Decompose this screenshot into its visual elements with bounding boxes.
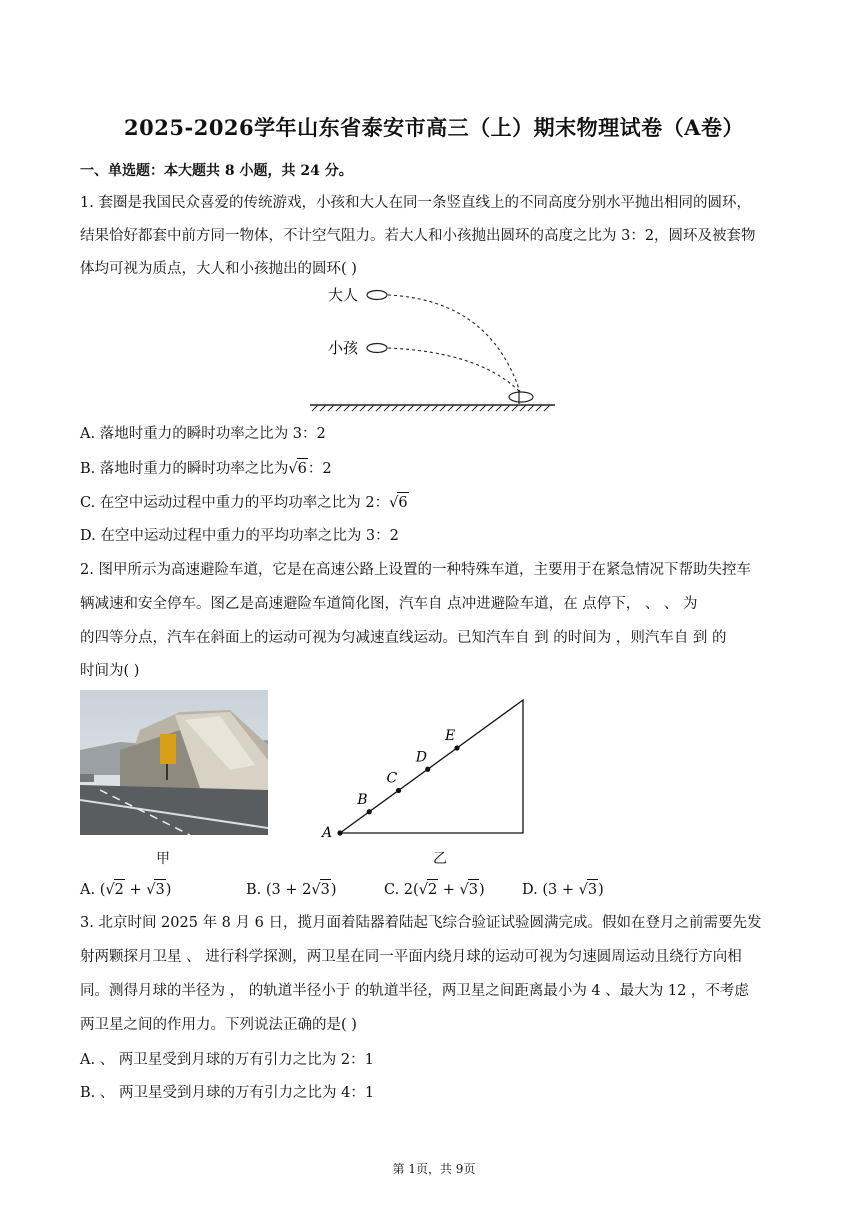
- incline-point-b: [367, 809, 372, 814]
- q2-option-a-tail: ): [165, 882, 172, 898]
- q2-line-1: 2. 图甲所示为高速避险车道，它是在高速公路上设置的一种特殊车道，主要用于在紧急情况下帮助失控车: [80, 562, 751, 578]
- q1-option-b-radicand: 6: [297, 458, 308, 479]
- q1-option-b[interactable]: [80, 458, 332, 479]
- q2-option-a-radicand-1: 2: [114, 879, 125, 900]
- q2-option-c-tail: ): [479, 882, 485, 898]
- sqrt-symbol: √: [311, 882, 321, 898]
- q1-option-b-text: B. 落地时重力的瞬时功率之比为: [80, 461, 289, 477]
- child-label: 小孩: [328, 339, 359, 357]
- q3-line-1: 3. 北京时间 2025 年 8 月 6 日，揽月面着陆器着陆起飞综合验证试验圆满完成。假如在登月之前需要先发: [80, 915, 762, 931]
- adult-trajectory: [388, 295, 520, 392]
- q2-line-4: 时间为( ): [80, 663, 140, 679]
- incline-point-label-b: B: [357, 791, 368, 808]
- incline-point-d: [425, 767, 430, 772]
- incline-point-c: [396, 788, 401, 793]
- q1-option-c-radicand: 6: [397, 492, 408, 513]
- q3-line-2: 射两颗探月卫星 、 进行科学探测，两卫星在同一平面内绕月球的运动可视为匀速圆周运动且绕行方向相: [80, 949, 742, 965]
- incline-point-label-d: D: [415, 749, 427, 766]
- child-ring: [367, 344, 387, 353]
- ground-hatching: [312, 405, 550, 411]
- sqrt-symbol: √: [459, 882, 469, 898]
- sqrt-symbol: √: [146, 882, 156, 898]
- q1-line-1: 1. 套圈是我国民众喜爱的传统游戏，小孩和大人在同一条竖直线上的不同高度分别水平抛出相同的圆环，: [80, 195, 751, 211]
- q2-line-3: 的四等分点，汽车在斜面上的运动可视为匀减速直线运动。已知汽车自 到 的时间为 ，则汽车自 到 的: [80, 630, 727, 646]
- q2-option-d[interactable]: [522, 879, 604, 900]
- q2-option-d-text: D. (3 +: [522, 882, 579, 898]
- adult-ring: [367, 291, 387, 300]
- q2-option-a-plus: +: [124, 882, 147, 898]
- section-heading: 一、单选题：本大题共 8 小题，共 24 分。: [80, 163, 353, 179]
- incline-point-e: [454, 745, 459, 750]
- q2-option-d-tail: ): [598, 882, 604, 898]
- sqrt-symbol: √: [288, 461, 298, 477]
- q3-line-4: 两卫星之间的作用力。下列说法正确的是( ): [80, 1017, 357, 1033]
- q2-option-b-radicand: 3: [320, 879, 331, 900]
- q1-option-d[interactable]: D. 在空中运动过程中重力的平均功率之比为 3：2: [80, 528, 399, 544]
- sqrt-symbol: √: [389, 495, 399, 511]
- child-trajectory: [388, 348, 520, 392]
- ring-toss-figure: [300, 280, 570, 415]
- q2-option-a-text: A. (: [80, 882, 106, 898]
- q2-option-b[interactable]: [246, 879, 337, 900]
- q3-option-b[interactable]: B. 、 两卫星受到月球的万有引力之比为 4：1: [80, 1085, 375, 1101]
- sqrt-symbol: √: [105, 882, 115, 898]
- q2-option-d-radicand: 3: [587, 879, 598, 900]
- incline-points: [320, 728, 460, 840]
- sqrt-symbol: √: [578, 882, 588, 898]
- q2-option-b-tail: ): [330, 882, 337, 898]
- target-ring: [509, 392, 533, 402]
- q1-option-c-text: C. 在空中运动过程中重力的平均功率之比为 2：: [80, 495, 390, 511]
- q3-line-3: 同。测得月球的半径为 ， 的轨道半径小于 的轨道半径，两卫星之间距离最小为 4 、最大为 12 ，不考虑: [80, 983, 749, 999]
- caption-left: 甲: [156, 851, 170, 867]
- q2-option-c-radicand-2: 3: [468, 879, 479, 900]
- incline-point-label-e: E: [445, 728, 456, 744]
- q2-option-c[interactable]: [384, 879, 485, 900]
- q3-option-a[interactable]: A. 、 两卫星受到月球的万有引力之比为 2：1: [80, 1052, 374, 1068]
- incline-point-a: [337, 830, 342, 835]
- q1-line-3: 体均可视为质点，大人和小孩抛出的圆环( ): [80, 261, 357, 277]
- incline-point-label-a: A: [322, 825, 333, 840]
- q1-option-b-tail: ：2: [307, 461, 332, 477]
- q1-option-c[interactable]: [80, 492, 409, 513]
- q2-option-a[interactable]: [80, 879, 171, 900]
- q2-option-b-text: B. (3 + 2: [246, 882, 312, 898]
- q1-option-a[interactable]: A. 落地时重力的瞬时功率之比为 3：2: [80, 426, 326, 442]
- q1-line-2: 结果恰好都套中前方同一物体，不计空气阻力。若大人和小孩抛出圆环的高度之比为 3：2，圆环及被套物: [80, 228, 756, 244]
- q2-option-c-plus: +: [438, 882, 460, 898]
- q2-option-c-radicand-1: 2: [427, 879, 438, 900]
- page-footer: 第 1页，共 9页: [392, 1162, 476, 1176]
- caption-right: 乙: [433, 851, 447, 867]
- adult-label: 大人: [328, 286, 359, 304]
- sqrt-symbol: √: [418, 882, 428, 898]
- q2-option-a-radicand-2: 3: [154, 879, 165, 900]
- escape-lane-photo: [80, 690, 268, 835]
- q2-line-2: 辆减速和安全停车。图乙是高速避险车道简化图，汽车自 点冲进避险车道，在 点停下， 、 、 为: [80, 596, 698, 612]
- q2-option-c-text: C. 2(: [384, 882, 419, 898]
- page-title: 2025-2026学年山东省泰安市高三（上）期末物理试卷（A卷）: [124, 115, 744, 140]
- incline-point-label-c: C: [386, 770, 398, 787]
- escape-lane-diagram: [315, 695, 530, 840]
